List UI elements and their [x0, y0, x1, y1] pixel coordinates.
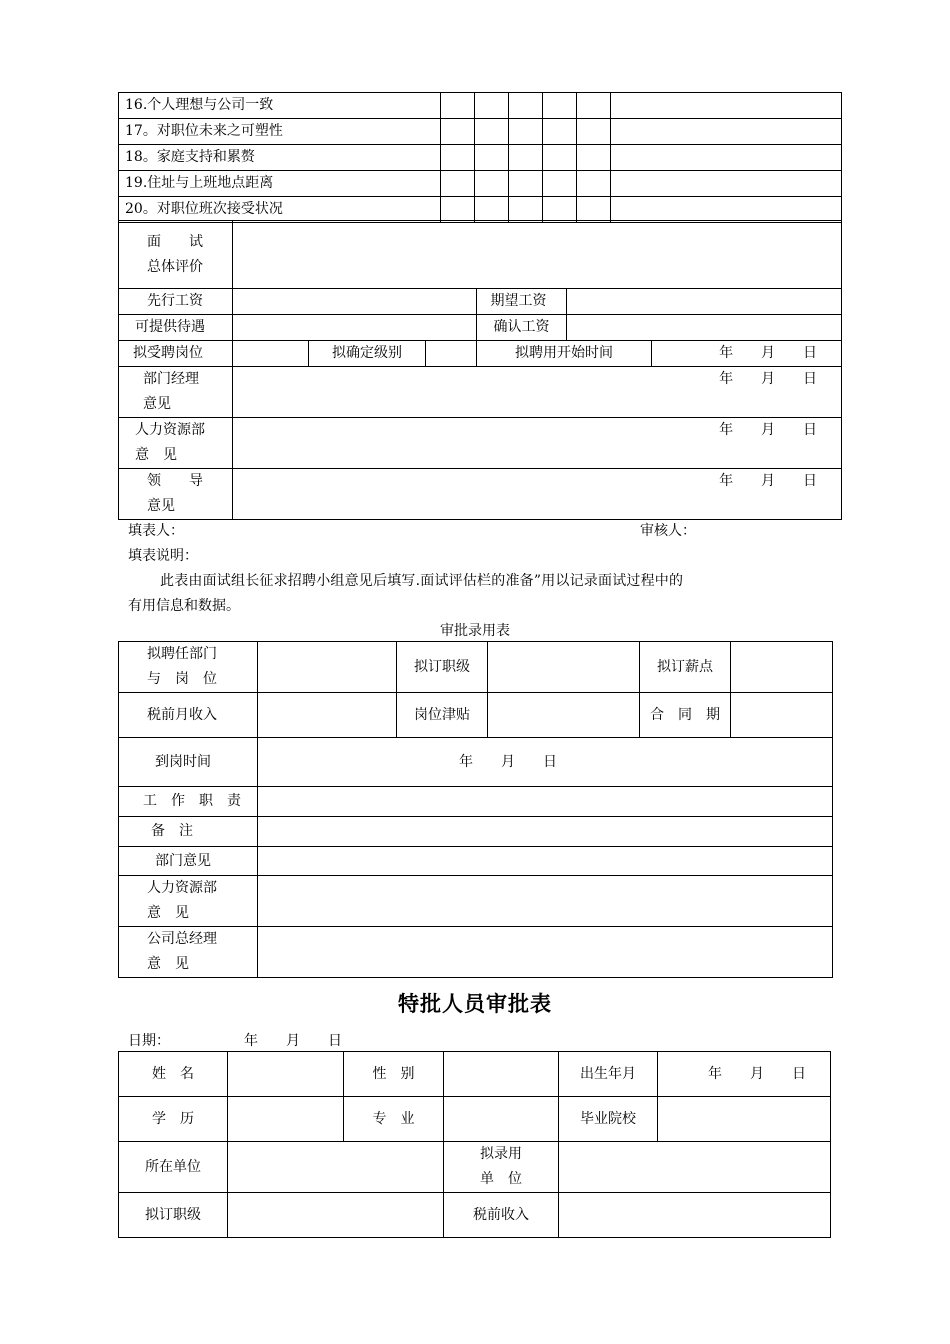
proposed-position-field[interactable]: [233, 341, 309, 367]
special-pretax-label: 税前收入: [444, 1193, 559, 1238]
rating-cell[interactable]: [577, 171, 611, 197]
benefits-field[interactable]: [233, 315, 477, 341]
major-label: 专 业: [344, 1097, 444, 1142]
school-field[interactable]: [658, 1097, 831, 1142]
rating-cell[interactable]: [475, 145, 509, 171]
contract-field[interactable]: [731, 693, 833, 738]
rating-cell[interactable]: [509, 171, 543, 197]
education-field[interactable]: [228, 1097, 344, 1142]
special-approval-table: [118, 1051, 831, 1238]
remark-cell[interactable]: [611, 197, 842, 223]
birth-label: 出生年月: [559, 1052, 658, 1097]
benefits-label: 可提供待遇: [119, 315, 233, 341]
rating-cell[interactable]: [441, 119, 475, 145]
dept-manager-opinion[interactable]: 年 月 日: [233, 367, 842, 418]
remark-cell[interactable]: [611, 119, 842, 145]
approval-remark-row: [119, 817, 833, 847]
rating-cell[interactable]: [441, 145, 475, 171]
leader-opinion-row: [119, 469, 842, 520]
hr-opinion-field[interactable]: 年 月 日: [233, 418, 842, 469]
proposed-level-label: 拟确定级别: [309, 341, 426, 367]
approval-income-row: [119, 693, 833, 738]
note-line-1: 此表由面试组长征求招聘小组意见后填写.面试评估栏的准备”用以记录面试过程中的: [160, 573, 684, 589]
gm-line2: 意 见: [147, 956, 189, 972]
grade-field[interactable]: [488, 642, 640, 693]
dept-manager-line1: 部门经理: [143, 371, 199, 387]
rating-cell[interactable]: [509, 119, 543, 145]
overall-evaluation-field[interactable]: [233, 221, 842, 289]
special-grade-label: 拟订职级: [119, 1193, 228, 1238]
eval-row-20: [119, 197, 842, 223]
proposed-position-label: 拟受聘岗位: [119, 341, 233, 367]
hire-unit-field[interactable]: [559, 1142, 831, 1193]
dept-manager-line2: 意见: [143, 396, 171, 412]
eval-row-16: [119, 93, 842, 119]
rating-cell[interactable]: [543, 145, 577, 171]
dept-manager-label: [119, 367, 233, 418]
remark-cell[interactable]: [611, 145, 842, 171]
special-date-label: 日期：: [128, 1033, 170, 1049]
overall-evaluation-row: [119, 221, 842, 289]
leader-opinion-line2: 意见: [147, 498, 175, 514]
remark-cell[interactable]: [611, 93, 842, 119]
eval-item-label: 19.住址与上班地点距离: [119, 171, 441, 197]
contract-label: 合 同 期: [640, 693, 731, 738]
remark-label: 备 注: [119, 817, 258, 847]
gm-field[interactable]: [258, 927, 833, 978]
duty-label: 工 作 职 责: [119, 787, 258, 817]
eval-row-18: [119, 145, 842, 171]
eval-item-label: 17。对职位未来之可塑性: [119, 119, 441, 145]
special-title: 特批人员审批表: [398, 991, 552, 1016]
eval-item-label: 20。对职位班次接受状况: [119, 197, 441, 223]
rating-cell[interactable]: [509, 145, 543, 171]
hr-opinion-label: [119, 418, 233, 469]
proposed-level-field[interactable]: [426, 341, 477, 367]
overall-evaluation-label: [119, 221, 233, 289]
allowance-label: 岗位津贴: [397, 693, 488, 738]
overall-label-line2: 总体评价: [147, 258, 203, 275]
special-name-row: [119, 1052, 831, 1097]
rating-cell[interactable]: [543, 93, 577, 119]
eval-row-19: [119, 171, 842, 197]
approval-hr-row: [119, 876, 833, 927]
approval-arrival-row: [119, 738, 833, 787]
rating-cell[interactable]: [543, 119, 577, 145]
rating-cell[interactable]: [543, 197, 577, 223]
approval-hr-field[interactable]: [258, 876, 833, 927]
approval-table: [118, 641, 833, 978]
education-label: 学 历: [119, 1097, 228, 1142]
hire-unit-line1: 拟录用: [480, 1146, 522, 1162]
salary-row: [119, 289, 842, 315]
major-field[interactable]: [444, 1097, 559, 1142]
leader-opinion-label: [119, 469, 233, 520]
pretax-income-label: 税前月收入: [119, 693, 258, 738]
dept-position-label: [119, 642, 258, 693]
approval-duty-row: [119, 787, 833, 817]
interview-summary-table: [118, 220, 842, 520]
approval-title: 审批录用表: [440, 623, 510, 639]
eval-row-17: [119, 119, 842, 145]
arrival-date[interactable]: 年 月 日: [258, 738, 833, 787]
rating-cell[interactable]: [577, 145, 611, 171]
eval-item-label: 18。家庭支持和累赘: [119, 145, 441, 171]
allowance-field[interactable]: [488, 693, 640, 738]
approval-dept-row: [119, 642, 833, 693]
school-label: 毕业院校: [559, 1097, 658, 1142]
gender-field[interactable]: [444, 1052, 559, 1097]
rating-cell[interactable]: [441, 93, 475, 119]
special-pretax-field[interactable]: [559, 1193, 831, 1238]
dept-position-field[interactable]: [258, 642, 397, 693]
rating-cell[interactable]: [577, 119, 611, 145]
gm-line1: 公司总经理: [147, 931, 217, 947]
name-field[interactable]: [228, 1052, 344, 1097]
hr-opinion-line1: 人力资源部: [135, 422, 205, 438]
rating-cell[interactable]: [475, 119, 509, 145]
gender-label: 性 别: [344, 1052, 444, 1097]
birth-field[interactable]: 年 月 日: [658, 1052, 831, 1097]
overall-label-line1: 面 试: [147, 233, 203, 250]
rating-cell[interactable]: [577, 197, 611, 223]
hr-opinion-line2: 意 见: [135, 447, 177, 463]
duty-field[interactable]: [258, 787, 833, 817]
benefits-row: [119, 315, 842, 341]
salary-point-label: 拟订薪点: [640, 642, 731, 693]
special-unit-row: [119, 1142, 831, 1193]
start-time-date[interactable]: 年 月 日: [652, 341, 842, 367]
note-title: 填表说明：: [128, 548, 198, 564]
rating-cell[interactable]: [543, 171, 577, 197]
hire-unit-label: [444, 1142, 559, 1193]
leader-opinion-field[interactable]: 年 月 日: [233, 469, 842, 520]
reviewer-label: 审核人：: [640, 523, 696, 539]
evaluation-table: [118, 92, 842, 223]
approval-dept-opinion-row: [119, 847, 833, 876]
employer-label: 所在单位: [119, 1142, 228, 1193]
current-salary-field[interactable]: [233, 289, 477, 315]
current-salary-label: 先行工资: [119, 289, 233, 315]
rating-cell[interactable]: [475, 93, 509, 119]
dept-manager-row: [119, 367, 842, 418]
rating-cell[interactable]: [577, 93, 611, 119]
special-grade-row: [119, 1193, 831, 1238]
approval-hr-label: [119, 876, 258, 927]
gm-label: [119, 927, 258, 978]
grade-label: 拟订职级: [397, 642, 488, 693]
rating-cell[interactable]: [441, 171, 475, 197]
dept-position-line1: 拟聘任部门: [147, 646, 217, 662]
filler-label: 填表人：: [128, 523, 184, 539]
dept-opinion-label: 部门意见: [119, 847, 258, 876]
approval-gm-row: [119, 927, 833, 978]
special-grade-field[interactable]: [228, 1193, 444, 1238]
dept-position-line2: 与 岗 位: [147, 671, 217, 687]
note-line-2: 有用信息和数据。: [128, 598, 240, 614]
approval-hr-line2: 意 见: [147, 905, 189, 921]
pretax-income-field[interactable]: [258, 693, 397, 738]
rating-cell[interactable]: [475, 197, 509, 223]
confirmed-salary-label: 确认工资: [477, 315, 567, 341]
expected-salary-field[interactable]: [567, 289, 842, 315]
rating-cell[interactable]: [441, 197, 475, 223]
name-label: 姓 名: [119, 1052, 228, 1097]
hire-unit-line2: 单 位: [480, 1171, 522, 1187]
leader-opinion-line1: 领 导: [147, 473, 203, 489]
remark-field[interactable]: [258, 817, 833, 847]
eval-item-label: 16.个人理想与公司一致: [119, 93, 441, 119]
start-time-label: 拟聘用开始时间: [477, 341, 652, 367]
special-date-value[interactable]: 年 月 日: [244, 1033, 342, 1049]
salary-point-field[interactable]: [731, 642, 833, 693]
special-education-row: [119, 1097, 831, 1142]
hr-opinion-row: [119, 418, 842, 469]
employer-field[interactable]: [228, 1142, 444, 1193]
approval-hr-line1: 人力资源部: [147, 880, 217, 896]
arrival-label: 到岗时间: [119, 738, 258, 787]
dept-opinion-field[interactable]: [258, 847, 833, 876]
confirmed-salary-field[interactable]: [567, 315, 842, 341]
rating-cell[interactable]: [509, 93, 543, 119]
position-row: [119, 341, 842, 367]
expected-salary-label: 期望工资: [477, 289, 567, 315]
remark-cell[interactable]: [611, 171, 842, 197]
rating-cell[interactable]: [509, 197, 543, 223]
rating-cell[interactable]: [475, 171, 509, 197]
